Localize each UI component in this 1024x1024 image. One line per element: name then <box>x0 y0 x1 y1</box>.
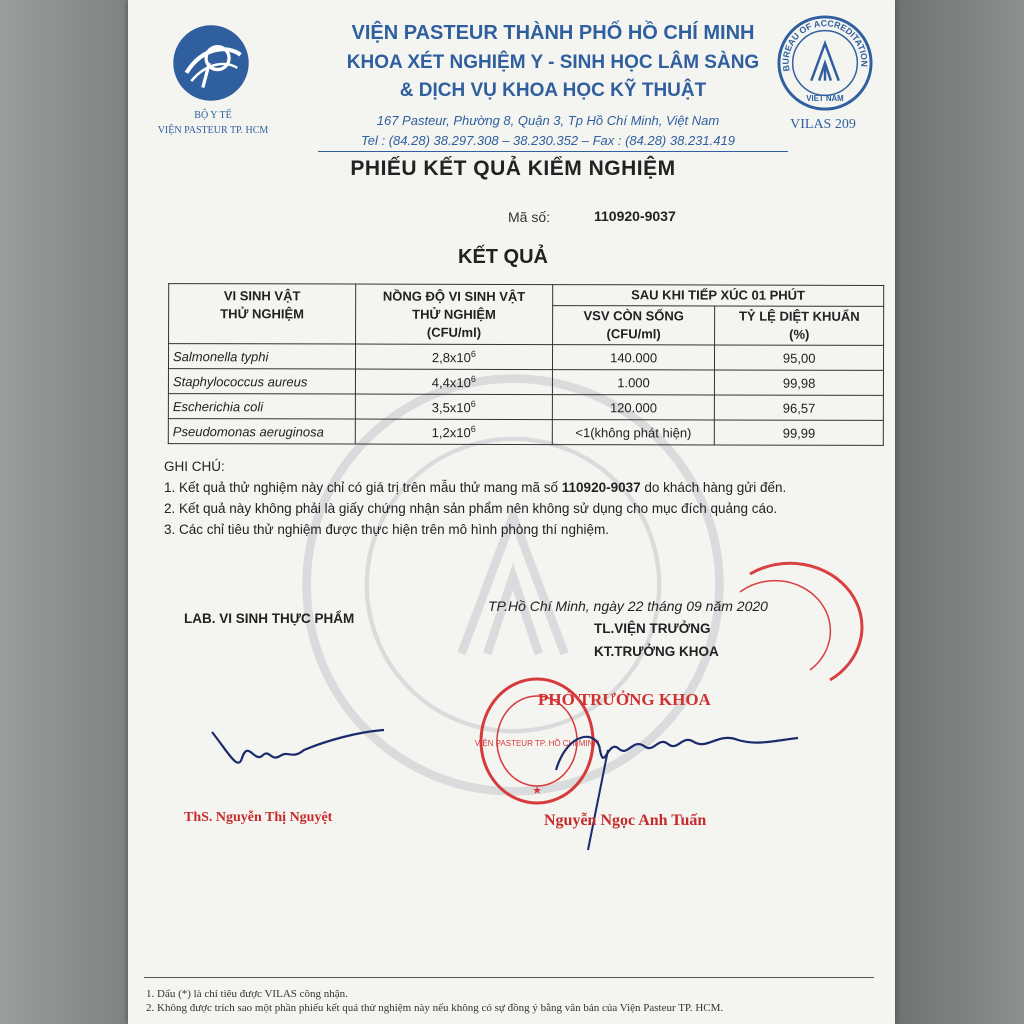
department-name-2: & DỊCH VỤ KHOA HỌC KỸ THUẬT <box>399 80 707 101</box>
header-after-exposure: SAU KHI TIẾP XÚC 01 PHÚT <box>552 285 883 307</box>
notes-section <box>164 456 864 540</box>
table-row <box>168 369 883 396</box>
note-2: 2. Kết quả này không phải là giấy chứng nhận sản phẩm nên không sử dụng cho mục đích quảng cáo. <box>164 501 778 516</box>
note-1-code: 110920-9037 <box>561 480 641 495</box>
footer-notes <box>146 987 876 1015</box>
footer-note-2: 2. Không được trích sao một phần phiếu kết quả thử nghiệm này nếu không có sự đồng ý bằng văn bản của Viện Pasteur TP. HCM. <box>146 1002 724 1014</box>
header-kill-rate-line2: (%) <box>789 326 810 342</box>
kill-rate-cell: 99,98 <box>715 370 884 395</box>
desk-background-right <box>894 0 1024 1024</box>
signatory-kt: KT.TRƯỞNG KHOA <box>594 644 719 659</box>
header-organism-line1: VI SINH VẬT <box>223 287 301 303</box>
header-concentration-line3: (CFU/ml) <box>426 324 482 340</box>
results-heading: KẾT QUẢ <box>458 246 548 268</box>
institute-label: VIỆN PASTEUR TP. HCM <box>157 125 269 136</box>
header-organism-line2: THỬ NGHIỆM <box>220 305 305 321</box>
code-value: 110920-9037 <box>594 208 676 224</box>
surviving-cell: 1.000 <box>552 370 715 395</box>
signatory-tl: TL.VIỆN TRƯỞNG <box>594 621 711 636</box>
deputy-head-title: PHÓ TRƯỞNG KHOA <box>538 690 711 709</box>
svg-text:★: ★ <box>532 785 542 797</box>
desk-background-left <box>0 0 128 1024</box>
lab-signer-name: ThS. Nguyễn Thị Nguyệt <box>184 810 333 825</box>
address: 167 Pasteur, Phường 8, Quận 3, Tp Hồ Chí Minh, Việt Nam <box>376 113 720 128</box>
header-concentration-line2: THỬ NGHIỆM <box>412 306 496 322</box>
table-row <box>168 394 883 421</box>
deputy-head-name: Nguyễn Ngọc Anh Tuấn <box>544 812 707 829</box>
concentration-base: 3,5x10 <box>431 399 471 416</box>
kill-rate-cell: 96,57 <box>715 395 884 420</box>
concentration-exponent: 6 <box>470 398 476 409</box>
surviving-cell: 120.000 <box>552 395 715 420</box>
surviving-cell: <1(không phát hiện) <box>552 420 715 445</box>
issue-date: TP.Hồ Chí Minh, ngày 22 tháng 09 năm 2020 <box>488 598 768 614</box>
concentration-base: 1,2x10 <box>431 424 471 441</box>
code-label: Mã số: <box>508 209 551 225</box>
notes-heading: GHI CHÚ: <box>164 459 225 474</box>
organism-cell: Staphylococcus aureus <box>168 369 355 394</box>
boa-ring-text: BUREAU OF ACCREDITATION <box>780 18 870 73</box>
header-concentration <box>356 284 553 345</box>
document-title: PHIẾU KẾT QUẢ KIỂM NGHIỆM <box>350 157 676 180</box>
organism-cell: Escherichia coli <box>168 394 355 419</box>
partial-stamp <box>710 570 850 700</box>
right-signature <box>548 710 808 860</box>
kill-rate-cell: 99,99 <box>715 420 884 445</box>
header-divider <box>318 151 788 152</box>
concentration-cell <box>355 369 552 395</box>
organism-cell: Pseudomonas aeruginosa <box>168 419 355 444</box>
table-row <box>168 419 883 446</box>
organism-cell: Salmonella typhi <box>168 344 355 369</box>
surviving-cell: 140.000 <box>552 345 715 370</box>
header-concentration-line1: NỒNG ĐỘ VI SINH VẬT <box>382 288 526 304</box>
note-3: 3. Các chỉ tiêu thử nghiệm được thực hiện trên mô hình phòng thí nghiệm. <box>164 522 609 537</box>
header-kill-rate-line1: TỶ LỆ DIỆT KHUẨN <box>738 308 860 324</box>
concentration-exponent: 6 <box>470 373 476 384</box>
kill-rate-cell: 95,00 <box>715 345 884 370</box>
header-organism <box>169 284 356 344</box>
concentration-exponent: 6 <box>470 423 476 434</box>
contact-numbers: Tel : (84.28) 38.297.308 – 38.230.352 – Fax : (84.28) 38.231.419 <box>361 133 735 148</box>
results-table <box>168 283 884 446</box>
footer-note-1: 1. Dấu (*) là chỉ tiêu được VILAS công nhận. <box>146 988 348 1000</box>
table-row <box>168 344 883 371</box>
header-surviving <box>552 306 715 345</box>
lab-name: LAB. VI SINH THỰC PHẨM <box>184 611 355 626</box>
header-kill-rate <box>715 306 884 345</box>
vilas-code: VILAS 209 <box>790 117 856 132</box>
concentration-base: 2,8x10 <box>431 349 471 366</box>
header-surviving-line1: VSV CÒN SỐNG <box>583 308 684 324</box>
header-surviving-line2: (CFU/ml) <box>606 326 661 342</box>
concentration-cell <box>355 419 552 445</box>
concentration-base: 4,4x10 <box>431 374 471 391</box>
institute-name: VIỆN PASTEUR THÀNH PHỐ HỒ CHÍ MINH <box>351 22 755 44</box>
department-name: KHOA XÉT NGHIỆM Y - SINH HỌC LÂM SÀNG <box>346 52 760 73</box>
boa-country: VIET NAM <box>806 94 844 104</box>
note-1-tail: do khách hàng gửi đến. <box>640 480 787 495</box>
ministry-label: BỘ Y TẾ <box>194 110 232 121</box>
note-1-text: 1. Kết quả thử nghiệm này chỉ có giá trị trên mẫu thử mang mã số <box>164 480 562 495</box>
note-1 <box>164 477 864 498</box>
seal-text: VIỆN PASTEUR TP. HỒ CHÍ MINH <box>474 739 600 748</box>
pasteur-institute-logo <box>170 22 252 104</box>
concentration-exponent: 6 <box>470 348 476 359</box>
test-report-document <box>128 0 895 1024</box>
concentration-cell <box>355 344 552 370</box>
footer-divider <box>144 977 874 978</box>
left-signature <box>208 712 388 782</box>
concentration-cell <box>355 394 552 420</box>
